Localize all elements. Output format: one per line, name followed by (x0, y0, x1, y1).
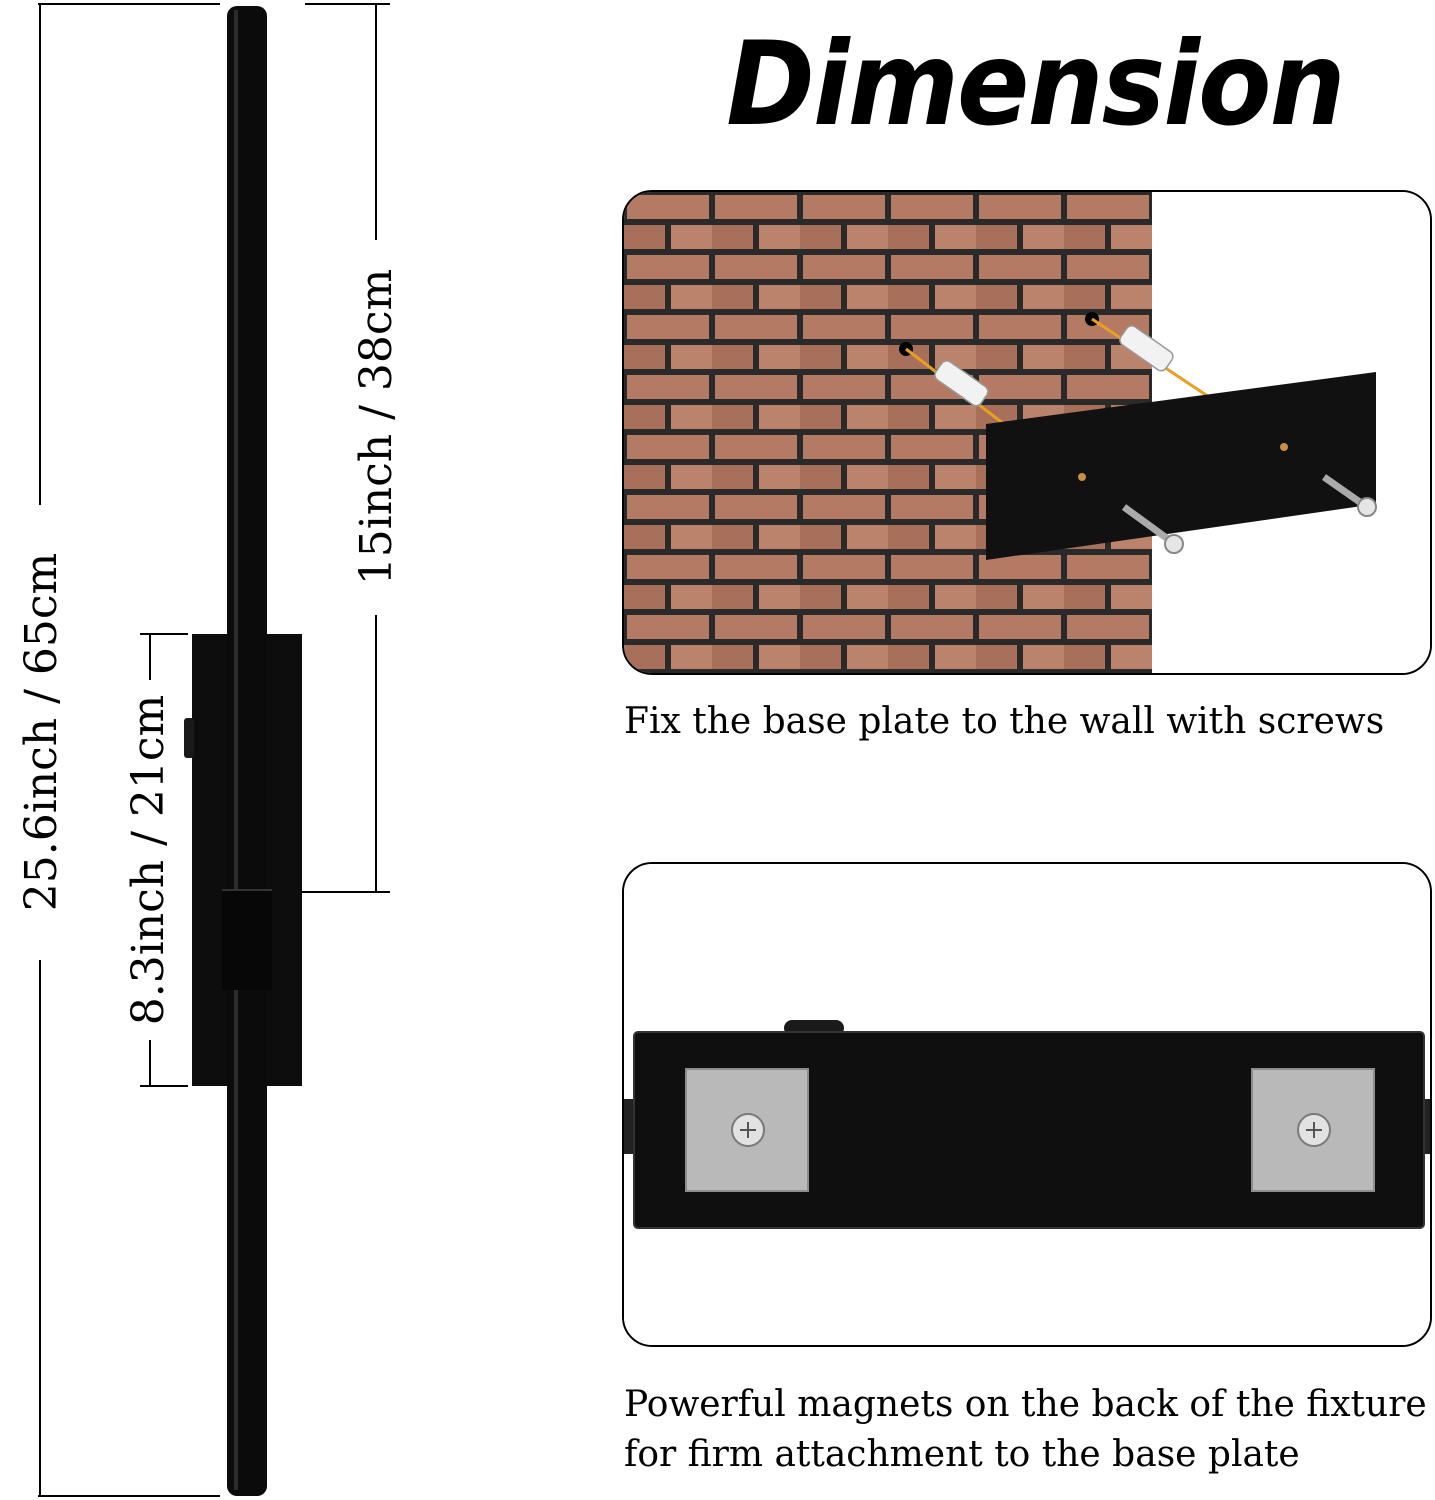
magnet-panel (622, 862, 1432, 1347)
magnet-left (686, 1069, 808, 1191)
rod-highlight (234, 10, 238, 1490)
overall-height-label: 25.6inch / 65cm (16, 552, 67, 912)
fixture-dimension-drawing (0, 0, 600, 1500)
wall-mount-caption: Fix the base plate to the wall with screws (624, 701, 1385, 742)
magnet-caption-line-2: for firm attachment to the base plate (624, 1434, 1300, 1475)
magnet-right (1252, 1069, 1374, 1191)
page-title: Dimension (726, 17, 1344, 152)
rod-joint (222, 890, 272, 990)
base-height-label: 8.3inch / 21cm (123, 694, 174, 1026)
upper-length-label: 15inch / 38cm (351, 268, 402, 586)
fixture-side-button (184, 718, 194, 758)
fixture-back-illustration (624, 864, 1432, 1347)
fixture-rod (227, 6, 267, 1496)
brick-wall-illustration (624, 192, 1432, 675)
magnet-caption-line-1: Powerful magnets on the back of the fixture (624, 1384, 1427, 1425)
wall-mount-panel (622, 190, 1432, 675)
